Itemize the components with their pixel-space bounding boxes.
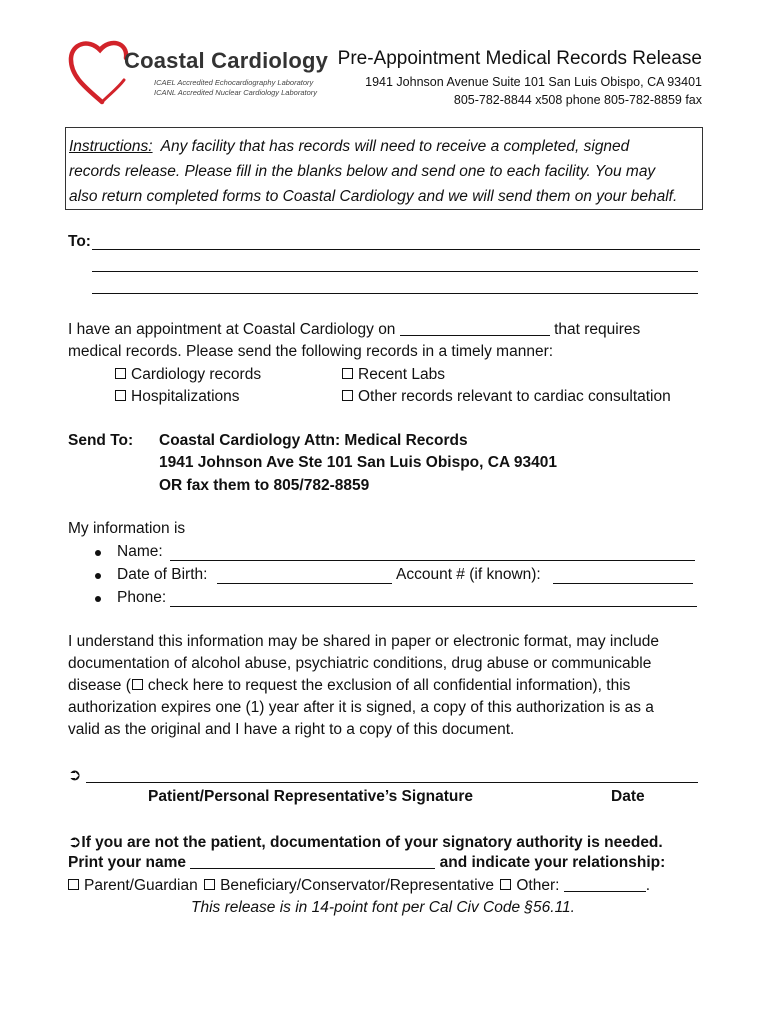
signature-line[interactable]: [86, 782, 698, 783]
footnote: This release is in 14-point font per Cal Civ Code §56.11.: [191, 899, 575, 916]
appointment-line-2: medical records. Please send the following records in a timely manner:: [68, 343, 554, 360]
option-other-records[interactable]: Other records relevant to cardiac consultation: [342, 388, 671, 406]
consent-line-4: authorization expires one (1) year after it is signed, a copy of this authorization is as a: [68, 699, 654, 716]
signature-label: Patient/Personal Representative’s Signature: [148, 788, 474, 805]
to-line-2[interactable]: [92, 271, 698, 272]
checkbox[interactable]: [115, 368, 126, 379]
consent-line-5: valid as the original and I have a right to a copy of this document.: [68, 721, 515, 738]
account-label: Account # (if known):: [396, 566, 541, 583]
name-field[interactable]: [170, 560, 695, 561]
option-cardiology-records[interactable]: Cardiology records: [115, 366, 261, 384]
authority-notice: ➲If you are not the patient, documentation of your signatory authority is needed.: [68, 834, 663, 851]
print-name-row: Print your name and indicate your relationship:: [68, 854, 666, 871]
name-label: Name:: [117, 543, 163, 560]
instructions-box: [65, 127, 703, 210]
date-label: Date: [611, 788, 645, 805]
instructions-label: Instructions:: [69, 138, 153, 155]
checkbox[interactable]: [342, 368, 353, 379]
instructions-line-2: records release. Please fill in the blanks below and send one to each facility. You may: [69, 163, 656, 180]
send-to-line-2: 1941 Johnson Ave Ste 101 San Luis Obispo, CA 93401: [159, 454, 557, 471]
send-to-line-3: OR fax them to 805/782-8859: [159, 477, 370, 494]
account-field[interactable]: [553, 583, 693, 584]
phone-field[interactable]: [170, 606, 697, 607]
logo-accreditation-nuclear: ICANL Accredited Nuclear Cardiology Laboratory: [154, 88, 317, 97]
send-to-line-1: Coastal Cardiology Attn: Medical Records: [159, 432, 468, 449]
other-relationship-field[interactable]: [564, 878, 646, 892]
header-address: 1941 Johnson Avenue Suite 101 San Luis Obispo, CA 93401: [365, 75, 702, 89]
bullet: [95, 573, 101, 579]
dob-field[interactable]: [217, 583, 392, 584]
dob-label: Date of Birth:: [117, 566, 208, 583]
bullet: [95, 596, 101, 602]
header-phone-fax: 805-782-8844 x508 phone 805-782-8859 fax: [453, 93, 702, 107]
option-hospitalizations[interactable]: Hospitalizations: [115, 388, 240, 406]
consent-line-1: I understand this information may be shared in paper or electronic format, may include: [68, 633, 660, 650]
arrow-icon: ➲: [68, 767, 82, 784]
page-title: Pre-Appointment Medical Records Release: [337, 48, 702, 69]
print-name-field[interactable]: [190, 855, 435, 869]
send-to-label: Send To:: [68, 432, 134, 449]
beneficiary-checkbox[interactable]: [204, 879, 215, 890]
arrow-icon: ➲: [68, 834, 82, 851]
checkbox[interactable]: [342, 390, 353, 401]
instructions-line-1: Instructions: Any facility that has records will need to receive a completed, signed: [69, 138, 630, 155]
consent-line-3: disease ( check here to request the exclusion of all confidential information), this: [68, 677, 631, 694]
instructions-line-3: also return completed forms to Coastal Cardiology and we will send them on your behalf.: [69, 188, 678, 205]
logo-brand-name: Coastal Cardiology: [124, 48, 329, 73]
appointment-line-1: I have an appointment at Coastal Cardiology on that requires: [68, 321, 641, 338]
logo-accreditation-echo: ICAEL Accredited Echocardiography Laboratory: [154, 78, 314, 87]
option-recent-labs[interactable]: Recent Labs: [342, 366, 445, 384]
checkbox[interactable]: [115, 390, 126, 401]
to-line-3[interactable]: [92, 293, 698, 294]
to-label: To:: [68, 233, 91, 250]
exclude-confidential-checkbox[interactable]: [132, 679, 143, 690]
coastal-cardiology-logo: [66, 36, 329, 108]
parent-guardian-checkbox[interactable]: [68, 879, 79, 890]
other-checkbox[interactable]: [500, 879, 511, 890]
consent-line-2: documentation of alcohol abuse, psychiatric conditions, drug abuse or communicable: [68, 655, 652, 672]
bullet: [95, 550, 101, 556]
to-line-1[interactable]: [92, 249, 700, 250]
my-info-heading: My information is: [68, 520, 186, 537]
relationship-options: Parent/Guardian Beneficiary/Conservator/Representative Other: .: [68, 877, 650, 895]
phone-label: Phone:: [117, 589, 167, 606]
appointment-date-field[interactable]: [400, 322, 550, 336]
